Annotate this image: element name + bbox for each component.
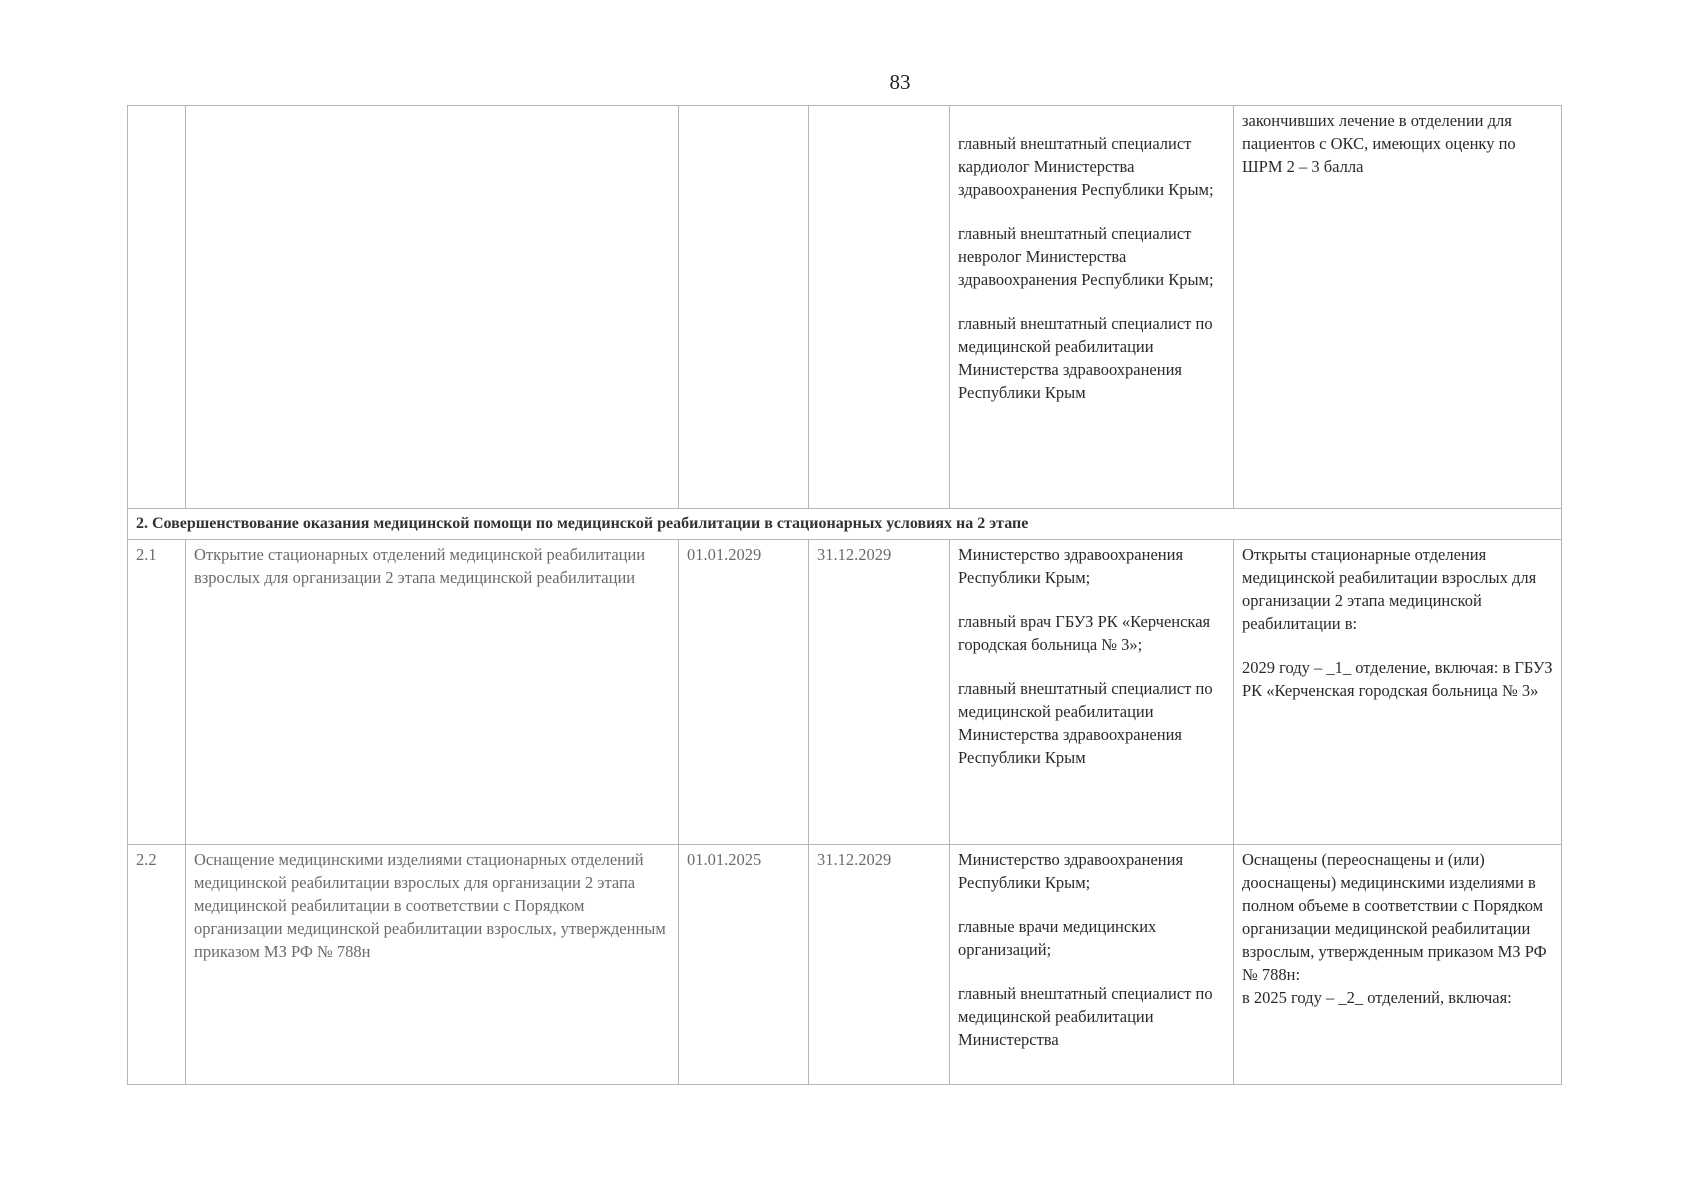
end-cell xyxy=(809,106,950,509)
responsible-item: главный внештатный специалист по медицинской реабилитации Министерства здравоохранения Республики Крым xyxy=(958,679,1213,767)
page-number: 83 xyxy=(889,70,911,94)
num-cell xyxy=(128,106,186,509)
result-text: закончивших лечение в отделении для пациентов с ОКС, имеющих оценку по ШРМ 2 – 3 балла xyxy=(1242,111,1516,176)
section-heading-row xyxy=(128,509,1562,540)
table-row xyxy=(128,106,1562,509)
responsible-item: Министерство здравоохранения Республики Крым; xyxy=(958,545,1184,587)
result-cell xyxy=(1234,845,1562,1085)
result-text: в 2025 году – _2_ отделений, включая: xyxy=(1242,988,1512,1007)
end-date: 31.12.2029 xyxy=(809,540,950,845)
start-date: 01.01.2029 xyxy=(679,540,809,845)
table-row xyxy=(128,845,1562,1085)
start-cell xyxy=(679,106,809,509)
responsible-item: главный внештатный специалист по медицинской реабилитации Министерства здравоохранения Республики Крым xyxy=(958,314,1213,402)
result-text: 2029 году – _1_ отделение, включая: в ГБУЗ РК «Керченская городская больница № 3» xyxy=(1242,658,1553,700)
name-cell: Оснащение медицинскими изделиями стационарных отделений медицинской реабилитации взрослых для организации 2 этапа медицинской реабилитации в соответствии с Порядком организации медицинской реабилитации взрослых, утвержденным приказом МЗ РФ № 788н xyxy=(186,845,679,1085)
section-heading: 2. Совершенствование оказания медицинской помощи по медицинской реабилитации в стационарных условиях на 2 этапе xyxy=(128,509,1562,540)
responsible-item: Министерство здравоохранения Республики Крым; xyxy=(958,850,1184,892)
end-date: 31.12.2029 xyxy=(809,845,950,1085)
responsible-item: главный внештатный специалист невролог Министерства здравоохранения Республики Крым; xyxy=(958,224,1214,289)
responsible-item: главный врач ГБУЗ РК «Керченская городская больница № 3»; xyxy=(958,612,1211,654)
result-text: Открыты стационарные отделения медицинской реабилитации взрослых для организации 2 этапа медицинской реабилитации в: xyxy=(1242,545,1537,633)
result-cell xyxy=(1234,540,1562,845)
result-cell xyxy=(1234,106,1562,509)
responsible-cell xyxy=(950,540,1234,845)
num-cell: 2.2 xyxy=(128,845,186,1085)
responsible-item: главные врачи медицинских организаций; xyxy=(958,917,1157,959)
name-cell xyxy=(186,106,679,509)
measures-table xyxy=(127,105,1562,1085)
num-cell: 2.1 xyxy=(128,540,186,845)
result-text: Оснащены (переоснащены и (или) дооснащены) медицинскими изделиями в полном объеме в соответствии с Порядком организации медицинской реабилитации взрослым, утвержденным приказом МЗ РФ № 788н: xyxy=(1242,850,1547,984)
name-cell: Открытие стационарных отделений медицинской реабилитации взрослых для организации 2 этапа медицинской реабилитации xyxy=(186,540,679,845)
start-date: 01.01.2025 xyxy=(679,845,809,1085)
responsible-cell xyxy=(950,106,1234,509)
responsible-item: главный внештатный специалист кардиолог Министерства здравоохранения Республики Крым; xyxy=(958,134,1214,199)
responsible-cell xyxy=(950,845,1234,1085)
table-row xyxy=(128,540,1562,845)
responsible-item: главный внештатный специалист по медицинской реабилитации Министерства xyxy=(958,984,1213,1049)
